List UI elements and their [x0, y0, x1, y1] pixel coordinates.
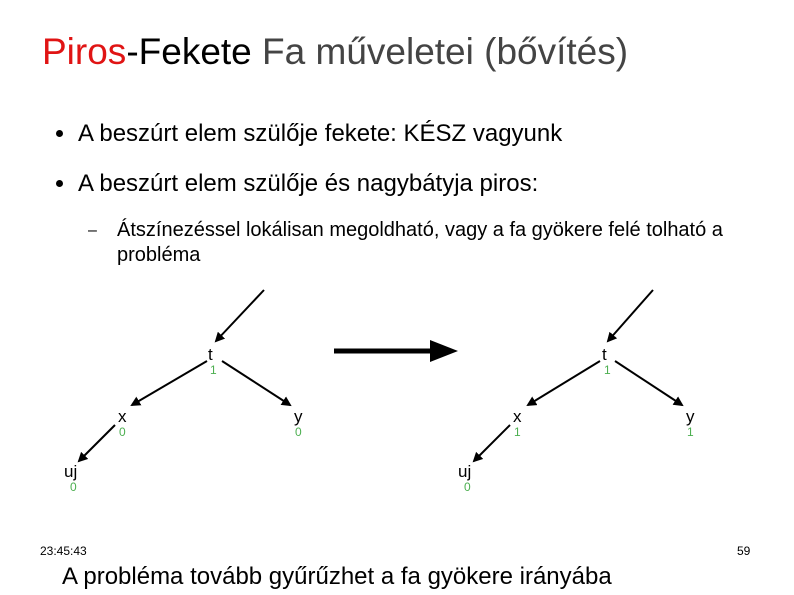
node-label: uj	[64, 462, 78, 481]
node-before-y	[294, 407, 303, 439]
node-before-x	[118, 407, 127, 439]
node-after-x	[513, 407, 522, 439]
bullet-2: A beszúrt elem szülője és nagybátyja piros:	[78, 170, 539, 197]
edge-after-x-uj	[474, 425, 510, 461]
page-number: 59	[737, 544, 751, 558]
node-after-y	[686, 407, 695, 439]
bottom-note: A probléma tovább gyűrűzhet a fa gyökere irányába	[62, 563, 612, 590]
sub-bullet-dash: –	[88, 222, 97, 239]
node-number: 0	[295, 425, 302, 439]
title-dash: -	[126, 31, 139, 72]
node-label: x	[513, 407, 522, 426]
node-label: x	[118, 407, 127, 426]
node-before-uj	[64, 462, 77, 494]
node-label: y	[294, 407, 303, 426]
node-after-uj	[458, 462, 471, 494]
transition-arrow-icon	[430, 340, 458, 362]
bullet-1: A beszúrt elem szülője fekete: KÉSZ vagyunk	[78, 120, 563, 147]
edge-before-x-uj	[79, 425, 115, 461]
edge-after-t-x	[528, 361, 600, 405]
title-rest: Fa műveletei (bővítés)	[251, 31, 629, 72]
node-number: 1	[514, 425, 521, 439]
edge-after-t-y	[615, 361, 682, 405]
edge-before-t-x	[132, 361, 207, 405]
node-label: t	[208, 345, 213, 364]
sub-bullet-text: Átszínezéssel lokálisan megoldható, vagy a fa gyökere felé tolható a probléma	[117, 219, 723, 266]
node-number: 1	[604, 363, 611, 377]
edge-before-root-t	[216, 290, 264, 341]
node-number: 0	[119, 425, 126, 439]
node-number: 1	[210, 363, 217, 377]
footer-time: 23:45:43	[40, 544, 87, 558]
edge-before-t-y	[222, 361, 290, 405]
node-number: 1	[687, 425, 694, 439]
node-before-t	[208, 345, 217, 377]
node-label: uj	[458, 462, 472, 481]
title-fekete: Fekete	[138, 31, 252, 72]
node-number: 0	[70, 480, 77, 494]
node-label: t	[602, 345, 607, 364]
node-label: y	[686, 407, 695, 426]
title-piros: Piros	[42, 31, 127, 72]
edge-after-root-t	[608, 290, 653, 341]
node-after-t	[602, 345, 611, 377]
node-number: 0	[464, 480, 471, 494]
